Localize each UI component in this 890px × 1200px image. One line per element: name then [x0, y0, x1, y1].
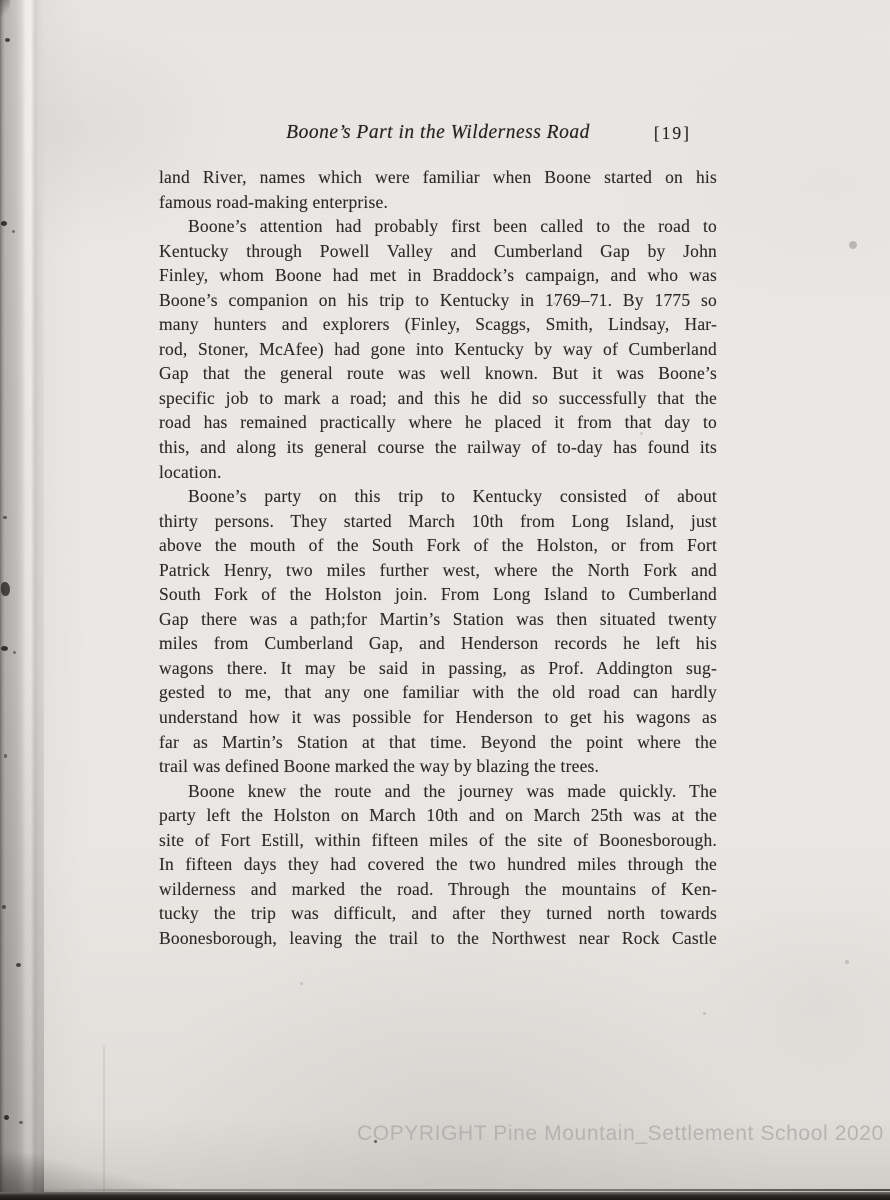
- text-line: this, and along its general course the railway of to-day has found its: [159, 437, 717, 458]
- chapter-title: Boone’s Part in the Wilderness Road: [286, 122, 590, 143]
- text-line: Kentucky through Powell Valley and Cumberland Gap by John: [159, 240, 717, 261]
- paragraph: [159, 214, 717, 484]
- text-line: many hunters and explorers (Finley, Scaggs, Smith, Lindsay, Har-: [159, 314, 717, 335]
- text-line: understand how it was possible for Henderson to get his wagons as: [159, 707, 717, 728]
- dust-speck: [12, 230, 15, 233]
- text-line: party left the Holston on March 10th and on March 25th was at the: [159, 805, 717, 826]
- text-line: road has remained practically where he placed it from that day to: [159, 412, 717, 433]
- paragraph: [159, 484, 717, 779]
- dust-speck: [1, 646, 8, 651]
- dust-speck: [3, 516, 7, 519]
- scan-corner-shadow: [0, 0, 10, 16]
- text-line: Boone’s attention had probably first been called to the road to: [188, 216, 717, 237]
- text-line: trail was defined Boone marked the way by blazing the trees.: [159, 756, 600, 777]
- book-binding-edge: [0, 0, 44, 1200]
- paragraph: [159, 165, 717, 214]
- text-line: Boone’s companion on his trip to Kentucky in 1769–71. By 1775 so: [159, 289, 717, 310]
- dust-speck: [13, 651, 16, 654]
- page-bottom-shadow-line: [58, 1189, 890, 1191]
- body-text: [159, 165, 717, 951]
- text-line: tucky the trip was difficult, and after they turned north towards: [159, 903, 717, 924]
- dust-speck: [16, 963, 21, 967]
- text-line: Boone’s party on this trip to Kentucky consisted of about: [188, 486, 717, 507]
- dust-speck: [4, 1115, 9, 1120]
- dust-speck: [5, 38, 10, 42]
- text-line: Finley, whom Boone had met in Braddock’s campaign, and who was: [159, 265, 717, 286]
- text-line: miles from Cumberland Gap, and Henderson records he left his: [159, 633, 717, 654]
- text-line: Gap that the general route was well known. But it was Boone’s: [159, 363, 717, 384]
- dust-speck: [4, 754, 7, 758]
- text-line: gested to me, that any one familiar with the old road can hardly: [159, 682, 717, 703]
- page-number: [19]: [653, 123, 691, 143]
- text-line: specific job to mark a road; and this he did so successfully that the: [159, 387, 717, 408]
- text-line: location.: [159, 461, 222, 482]
- text-line: above the mouth of the South Fork of the Holston, or from Fort: [159, 535, 717, 556]
- bottom-left-shadow: [0, 1150, 180, 1192]
- text-line: far as Martin’s Station at that time. Beyond the point where the: [159, 731, 717, 752]
- text-line: Boonesborough, leaving the trail to the Northwest near Rock Castle: [159, 927, 717, 948]
- text-line: wilderness and marked the road. Through the mountains of Ken-: [159, 878, 717, 899]
- text-line: Patrick Henry, two miles further west, where the North Fork and: [159, 559, 717, 580]
- text-line: land River, names which were familiar when Boone started on his: [159, 167, 717, 187]
- text-line: wagons there. It may be said in passing, as Prof. Addington sug-: [159, 657, 717, 678]
- dust-speck: [1, 221, 7, 226]
- dust-speck: [703, 1012, 706, 1015]
- running-header: [159, 120, 717, 146]
- page-content: [159, 120, 717, 951]
- scan-bottom-edge: [0, 1192, 890, 1200]
- text-line: thirty persons. They started March 10th from Long Island, just: [159, 510, 717, 531]
- text-line: rod, Stoner, McAfee) had gone into Kentucky by way of Cumberland: [159, 338, 717, 359]
- dust-speck: [2, 905, 6, 909]
- dust-speck: [845, 960, 849, 964]
- dust-speck: [19, 1121, 23, 1124]
- text-line: In fifteen days they had covered the two hundred miles through the: [159, 854, 717, 875]
- copyright-watermark: COPYRIGHT Pine Mountain_Settlement School 2020: [357, 1122, 884, 1145]
- dust-speck: [300, 982, 303, 985]
- dust-speck: [1, 582, 10, 596]
- text-line: Boone knew the route and the journey was made quickly. The: [188, 780, 717, 801]
- paragraph: [159, 779, 717, 951]
- text-line: Gap there was a path;for Martin’s Station was then situated twenty: [159, 608, 717, 629]
- text-line: famous road-making enterprise.: [159, 191, 389, 212]
- text-line: site of Fort Estill, within fifteen miles of the site of Boonesborough.: [159, 829, 717, 850]
- dust-speck: [849, 241, 857, 249]
- text-line: South Fork of the Holston join. From Long Island to Cumberland: [159, 584, 717, 605]
